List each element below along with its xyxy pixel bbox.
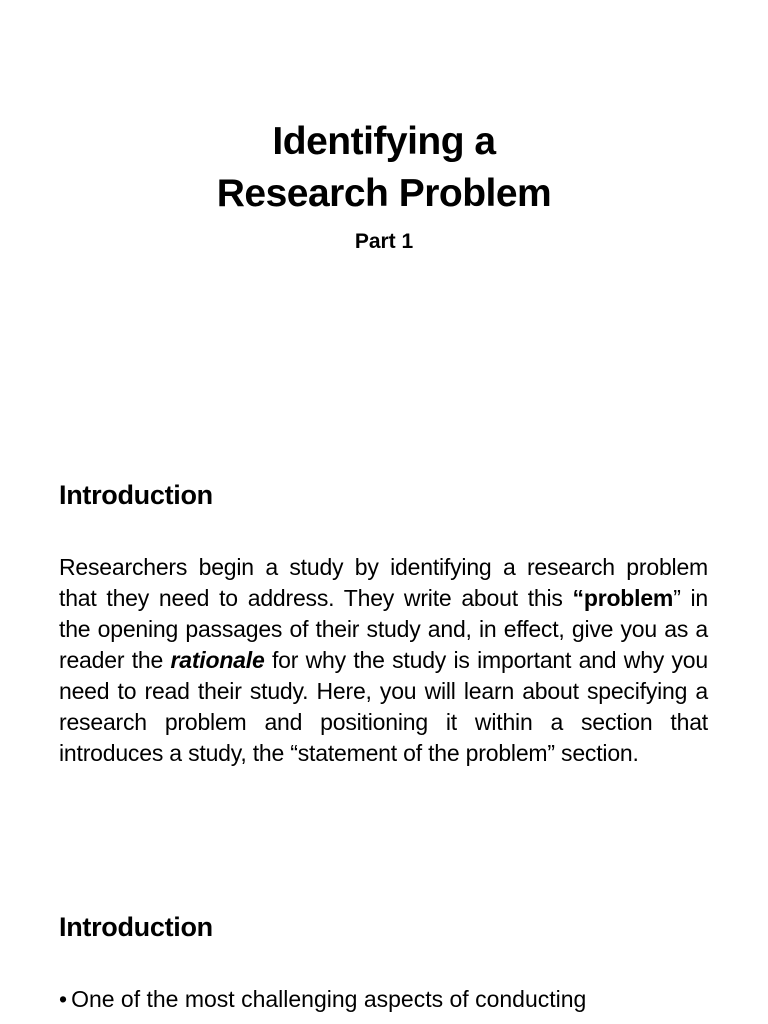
bullet-item: [59, 984, 719, 1015]
page-subtitle: Part 1: [354, 230, 414, 253]
problem-bold-text: “problem: [572, 585, 674, 611]
bullet-text: One of the most challenging aspects of conducting: [71, 986, 587, 1012]
paragraph-text-part-a: Researchers begin a study by identifying a research problem that they need to address. They write about this: [59, 554, 708, 611]
bullet-icon: •: [59, 986, 68, 1012]
rationale-emphasis-text: rationale: [170, 647, 265, 673]
title-line-2: Research Problem: [216, 172, 552, 215]
page-title: [0, 116, 768, 220]
title-line-1: Identifying a: [272, 120, 496, 163]
paragraph-text-part-b: ” in the opening passages of their study and, in effect, give you as a reader the: [59, 585, 708, 673]
section-heading-introduction: Introduction: [59, 480, 213, 510]
introduction-paragraph: [59, 552, 708, 769]
paragraph-text-part-c: for why the study is important and why you need to read their study. Here, you will learn about specifying a research problem and positioning it within a section that introduces a study, the “statement of the problem” section.: [59, 647, 708, 766]
section-heading-introduction-2: Introduction: [59, 912, 213, 942]
